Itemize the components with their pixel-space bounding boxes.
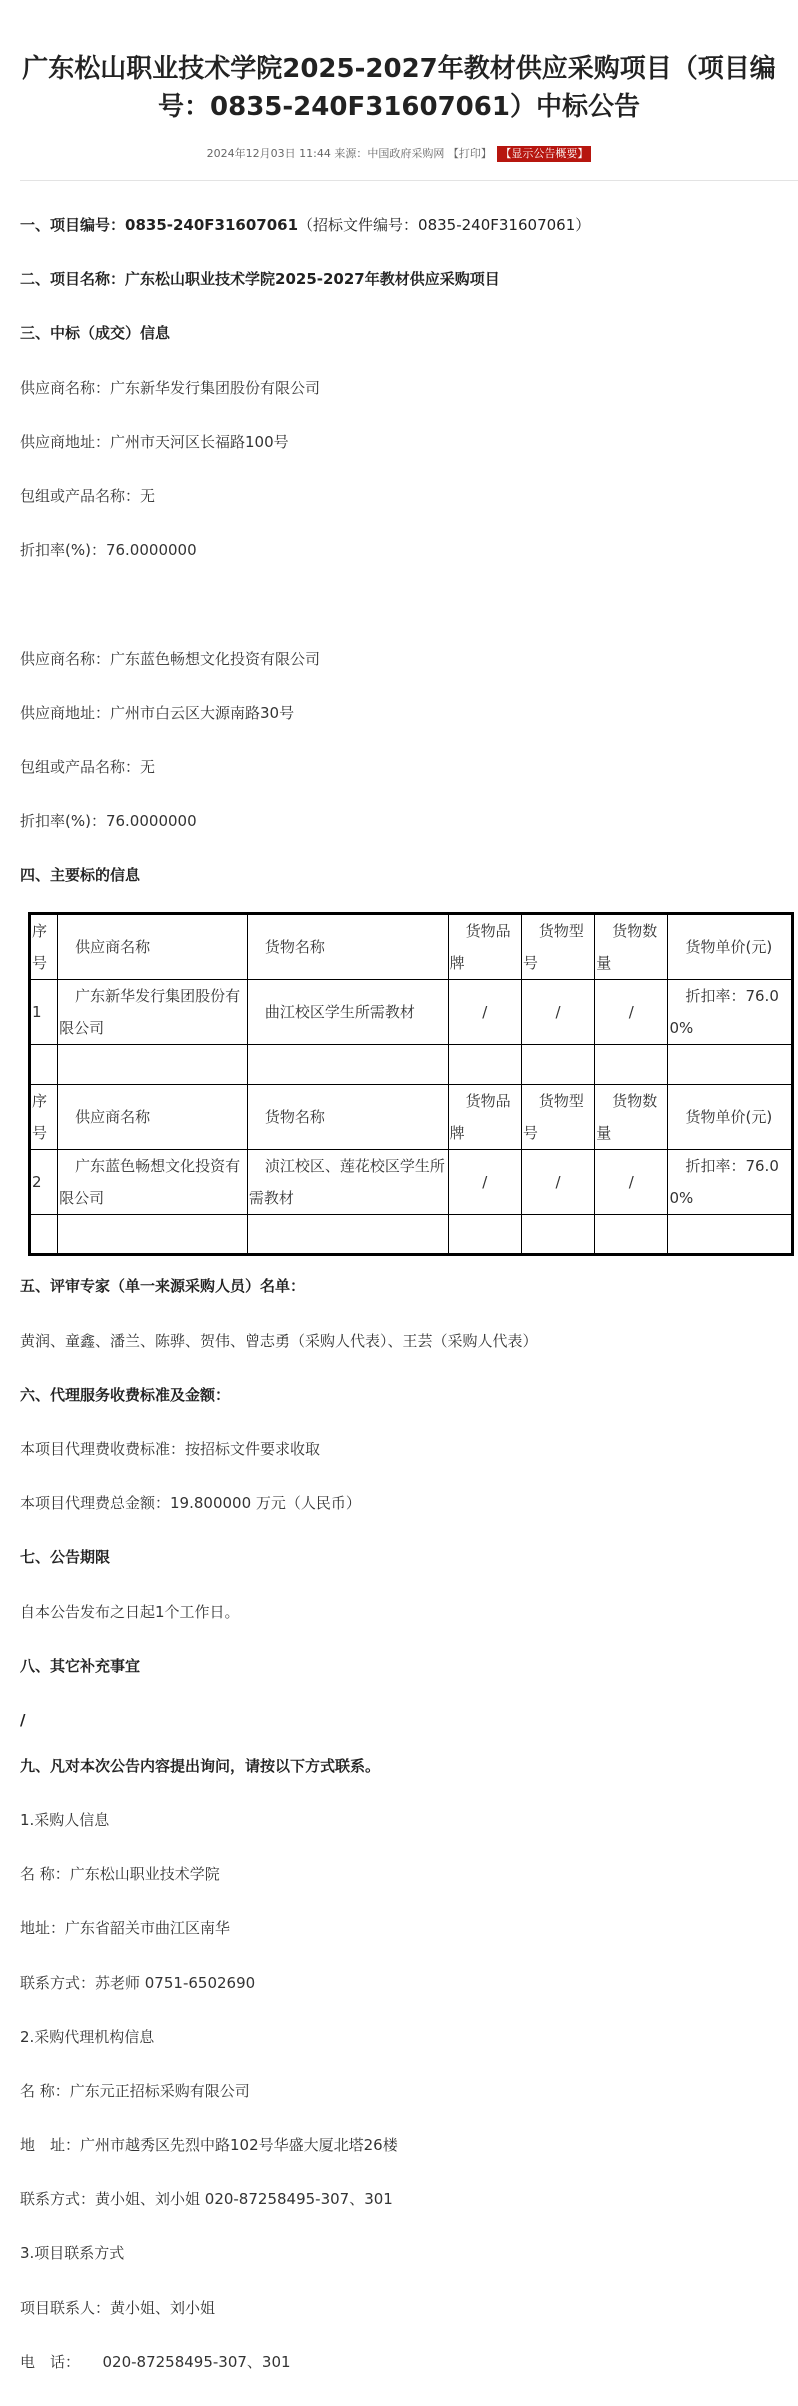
publish-date: 2024年12月03日 11:44 (206, 147, 331, 160)
header-unit-price: 货物单价(元) (668, 914, 793, 980)
section-project-number-label: 一、项目编号： (20, 216, 126, 234)
project-contact-title: 3.项目联系方式 (20, 2244, 125, 2262)
page-title: 广东松山职业技术学院2025-2027年教材供应采购项目（项目编号：0835-240F31607061）中标公告 (22, 54, 776, 122)
header-model: 货物型号 (521, 1085, 594, 1150)
row-quantity: / (595, 980, 668, 1045)
agency-name: 名 称：广东元正招标采购有限公司 (20, 2082, 250, 2100)
row-model: / (521, 1150, 594, 1215)
agency-address: 地 址：广州市越秀区先烈中路102号华盛大厦北塔26楼 (20, 2136, 398, 2154)
row-supplier: 广东蓝色畅想文化投资有限公司 (58, 1150, 248, 1215)
project-number-value: 0835-240F31607061 (125, 216, 299, 234)
fee-amount: 本项目代理费总金额：19.800000 万元（人民币） (20, 1494, 361, 1512)
publish-source: 来源：中国政府采购网 (334, 147, 445, 160)
publish-meta (0, 146, 798, 162)
header-goods: 货物名称 (247, 914, 448, 980)
section-notice-period: 七、公告期限 (20, 1548, 111, 1566)
header-supplier: 供应商名称 (58, 914, 248, 980)
purchaser-phone: 联系方式：苏老师 0751-6502690 (20, 1974, 256, 1992)
section-agency-fees: 六、代理服务收费标准及金额： (20, 1386, 231, 1404)
fee-standard: 本项目代理费收费标准：按招标文件要求收取 (20, 1440, 321, 1458)
header-brand: 货物品牌 (448, 914, 521, 980)
header-model: 货物型号 (521, 914, 594, 980)
table-header-row (30, 914, 793, 980)
table-row (30, 1150, 793, 1215)
winner-2-supplier: 供应商名称：广东蓝色畅想文化投资有限公司 (20, 650, 321, 668)
show-summary-button[interactable]: 【显示公告概要】 (497, 146, 591, 162)
row-unit-price: 折扣率：76.00% (668, 980, 793, 1045)
row-no: 2 (30, 1150, 58, 1215)
project-name-value: 广东松山职业技术学院2025-2027年教材供应采购项目 (125, 270, 500, 288)
header-brand: 货物品牌 (448, 1085, 521, 1150)
header-quantity: 货物数量 (595, 914, 668, 980)
project-contact-person: 项目联系人：黄小姐、刘小姐 (20, 2299, 216, 2317)
winner-1-discount: 折扣率(%)：76.0000000 (20, 541, 197, 559)
section-main-items: 四、主要标的信息 (20, 866, 141, 884)
section-supplement: 八、其它补充事宜 (20, 1657, 141, 1675)
header-unit-price: 货物单价(元) (668, 1085, 793, 1150)
winner-2-discount: 折扣率(%)：76.0000000 (20, 812, 197, 830)
table-row (30, 980, 793, 1045)
supplement-text: / (20, 1711, 26, 1729)
header-goods: 货物名称 (247, 1085, 448, 1150)
winner-2-address: 供应商地址：广州市白云区大源南路30号 (20, 704, 295, 722)
purchaser-info-title: 1.采购人信息 (20, 1811, 110, 1829)
purchaser-name: 名 称：广东松山职业技术学院 (20, 1865, 220, 1883)
winner-1-package: 包组或产品名称：无 (20, 487, 156, 505)
section-project-number (20, 214, 590, 236)
row-model: / (521, 980, 594, 1045)
row-no: 1 (30, 980, 58, 1045)
row-goods: 浈江校区、莲花校区学生所需教材 (247, 1150, 448, 1215)
winner-2-package: 包组或产品名称：无 (20, 758, 156, 776)
expert-list: 黄润、童鑫、潘兰、陈骅、贺伟、曾志勇（采购人代表）、王芸（采购人代表） (20, 1332, 538, 1350)
header-quantity: 货物数量 (595, 1085, 668, 1150)
purchaser-address: 地址：广东省韶关市曲江区南华 (20, 1919, 231, 1937)
row-brand: / (448, 1150, 521, 1215)
award-items-table (28, 912, 794, 1256)
header-supplier: 供应商名称 (58, 1085, 248, 1150)
agency-phone: 联系方式：黄小姐、刘小姐 020-87258495-307、301 (20, 2190, 393, 2208)
print-link[interactable]: 【打印】 (447, 147, 492, 160)
header-no: 序号 (30, 914, 58, 980)
row-brand: / (448, 980, 521, 1045)
section-award-info: 三、中标（成交）信息 (20, 324, 171, 342)
agency-info-title: 2.采购代理机构信息 (20, 2028, 155, 2046)
section-experts: 五、评审专家（单一来源采购人员）名单： (20, 1277, 306, 1295)
tender-document-number: （招标文件编号：0835-240F31607061） (298, 216, 591, 234)
notice-period-text: 自本公告发布之日起1个工作日。 (20, 1603, 240, 1621)
table-header-row (30, 1085, 793, 1150)
winner-1-address: 供应商地址：广州市天河区长福路100号 (20, 433, 289, 451)
title-divider (20, 180, 798, 181)
row-supplier: 广东新华发行集团股份有限公司 (58, 980, 248, 1045)
table-spacer-row (30, 1045, 793, 1085)
row-unit-price: 折扣率：76.00% (668, 1150, 793, 1215)
winner-1-supplier: 供应商名称：广东新华发行集团股份有限公司 (20, 379, 321, 397)
section-project-name-label: 二、项目名称： (20, 270, 126, 288)
section-project-name (20, 268, 500, 290)
project-contact-phone: 电 话： 020-87258495-307、301 (20, 2353, 291, 2371)
section-contacts: 九、凡对本次公告内容提出询问，请按以下方式联系。 (20, 1757, 381, 1775)
table-spacer-row (30, 1215, 793, 1255)
header-no: 序号 (30, 1085, 58, 1150)
row-goods: 曲江校区学生所需教材 (247, 980, 448, 1045)
row-quantity: / (595, 1150, 668, 1215)
